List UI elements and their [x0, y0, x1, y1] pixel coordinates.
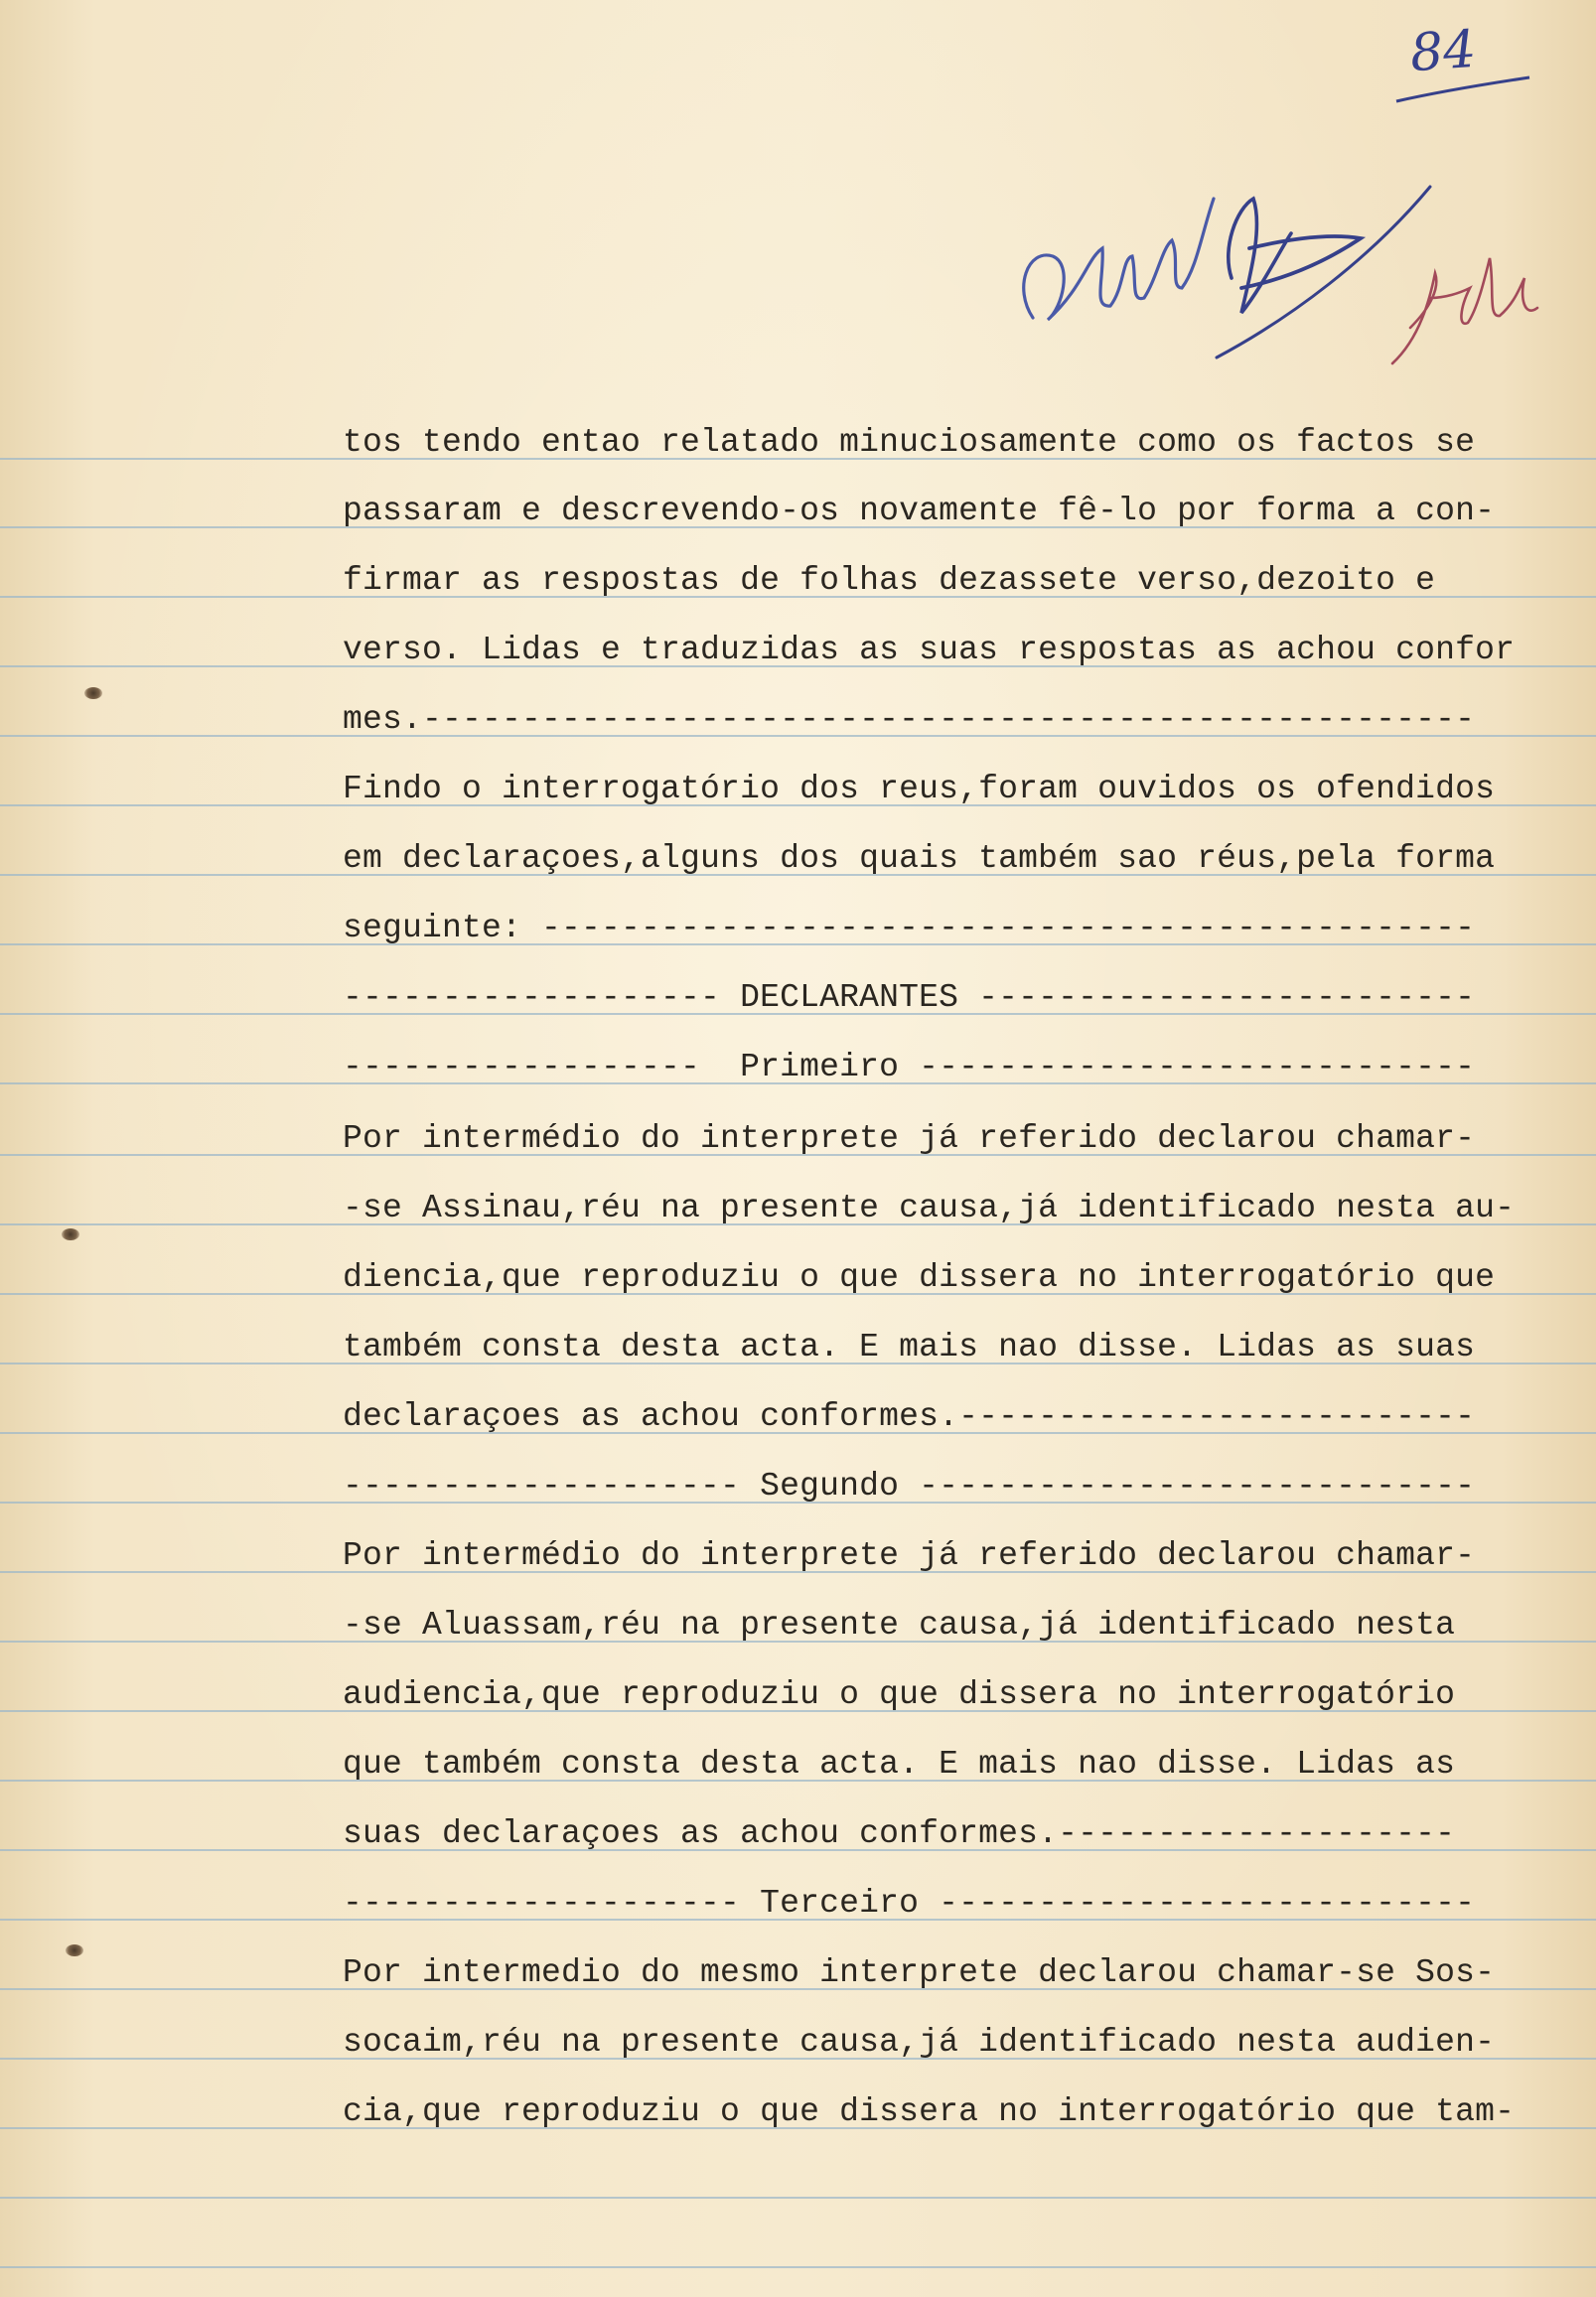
text-line: que também consta desta acta. E mais nao disse. Lidas as	[343, 1746, 1456, 1783]
text-line: Findo o interrogatório dos reus,foram ouvidos os ofendidos	[343, 771, 1496, 807]
text-line: -se Aluassam,réu na presente causa,já identificado nesta	[343, 1607, 1456, 1644]
text-line: tos tendo entao relatado minuciosamente como os factos se	[343, 424, 1476, 461]
text-line: -se Assinau,réu na presente causa,já identificado nesta au-	[343, 1190, 1516, 1226]
text-line: socaim,réu na presente causa,já identificado nesta audien-	[343, 2024, 1496, 2061]
section-heading: -------------------- Terceiro ---------------------------	[343, 1885, 1476, 1922]
text-line: passaram e descrevendo-os novamente fê-lo por forma a con-	[343, 493, 1496, 529]
text-line: diencia,que reproduziu o que dissera no interrogatório que	[343, 1259, 1496, 1296]
punch-hole	[66, 1944, 83, 1956]
ruled-line	[0, 2266, 1596, 2268]
text-line: cia,que reproduziu o que dissera no interrogatório que tam-	[343, 2093, 1516, 2130]
punch-hole	[84, 687, 102, 699]
text-line: declaraçoes as achou conformes.--------------------------	[343, 1398, 1476, 1435]
text-line: em declaraçoes,alguns dos quais também sao réus,pela forma	[343, 840, 1496, 877]
text-line: suas declaraçoes as achou conformes.--------------------	[343, 1815, 1456, 1852]
text-line: Por intermédio do interprete já referido declarou chamar-	[343, 1120, 1476, 1157]
text-line: Por intermedio do mesmo interprete declarou chamar-se Sos-	[343, 1954, 1496, 1991]
text-line: audiencia,que reproduziu o que dissera no interrogatório	[343, 1676, 1456, 1713]
text-line: Por intermédio do interprete já referido declarou chamar-	[343, 1537, 1476, 1574]
section-heading: ------------------- DECLARANTES -------------------------	[343, 979, 1476, 1016]
punch-hole	[62, 1228, 79, 1240]
section-heading: ------------------ Primeiro ----------------------------	[343, 1049, 1476, 1085]
section-heading: -------------------- Segundo ----------------------------	[343, 1468, 1476, 1505]
text-line: firmar as respostas de folhas dezassete verso,dezoito e	[343, 562, 1436, 599]
page-number: 84	[1407, 19, 1479, 84]
text-line: também consta desta acta. E mais nao disse. Lidas as suas	[343, 1329, 1476, 1365]
text-line: seguinte: -----------------------------------------------	[343, 910, 1476, 946]
ruled-line	[0, 2197, 1596, 2199]
text-line: mes.-----------------------------------------------------	[343, 701, 1476, 738]
text-line: verso. Lidas e traduzidas as suas respostas as achou confor	[343, 632, 1516, 668]
page-number-underline	[1390, 60, 1539, 109]
handwritten-signatures	[993, 139, 1569, 397]
